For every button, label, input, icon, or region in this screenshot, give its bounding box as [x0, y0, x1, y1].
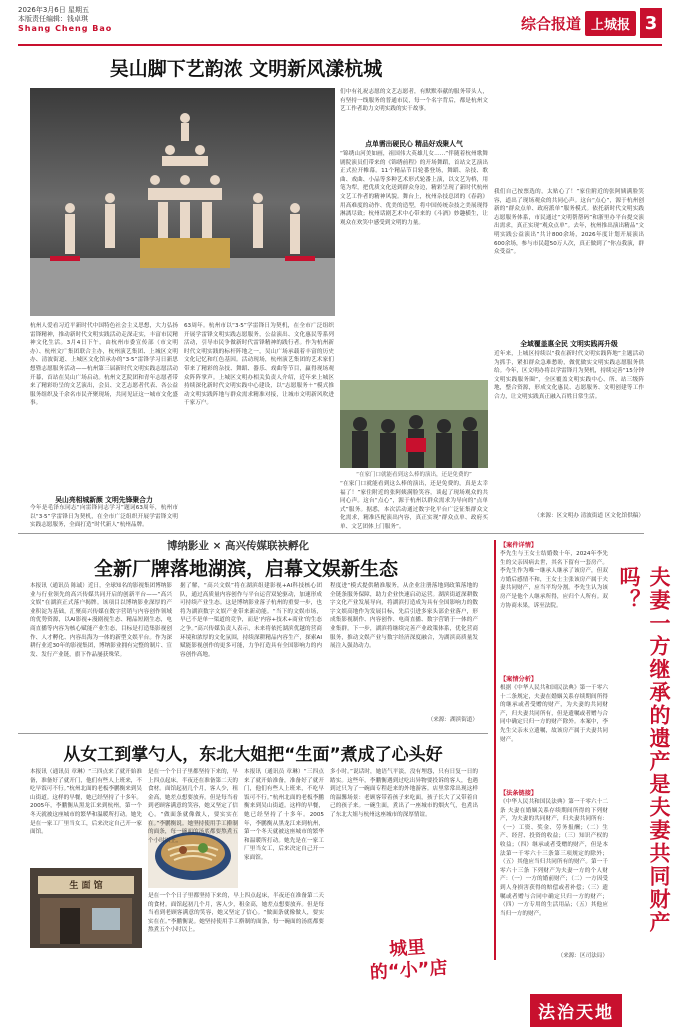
article2-col2: 据了解，“高兴文娱”将在湖滨组建影视+AI科技核心团队，通过高质量内容创作与平台运营双轮驱动，加速形成可持续产业生态。这是博纳影业落子杭州的重要一步，也将为湖滨数字文娱产业带来新动能。“当下的文娱市场，早已不是单一渠道的竞争，而是‘内容+技术+商业’的生态之争。”高兴传媒负责人表示，未来将依托湖滨优越的营商环境和浓厚的文化氛围，持续深耕精品内容生产，探索AI赋能影视创作的更多可能，力争打造具有全国影响力的内容创作高地。 [180, 583, 322, 658]
column-badge-text: 城里的“小”店 [369, 936, 449, 984]
article1-col1: 杭州人爱看习近平新时代中国特色社会主义思想，大力弘扬雷锋精神，推动新时代文明实践活动走深走实，丰富市民精神文化生活。3月4日下午，由杭州市委宣传部（市文明办）、杭州文广集团联合主办，杭州演艺集团、上城区文明办、清波街道、上城区文化馆承办的“3·5”雷锋学习日新思想暨志愿服务活动——杭州第三届新时代文明实践志愿活动开幕，首站在吴山广场启动。杭州文艺院团和青年志愿者带来了精彩纷呈的文艺演出，会员、文艺志愿者代表、各公益服务组织及千余名市民齐聚现场，共同见证这一城市文化盛事。 [30, 323, 178, 407]
article1-col4: 我们自己按票选的，太贴心了！”家住附近的张阿姨满脸笑容，道出了现场观众的共同心声。这台“点心”，源于杭州创新的“群众点单、政府派单”服务模式。依托新时代文明实践志愿服务体系，市民通过“文明帮帮码”和浙里办平台提交演出需求，真正实现“观众点单”。去年，杭州推出演出精品“文明实践公益演出”共计800余场，2026年度计划开展演出600余场，参与市民超50万人次，真正做到了“你点我演，群众受益”。 [494, 189, 644, 256]
article1-subhead1: 吴山亮相城新颜 文明先锋聚合力 [55, 496, 153, 504]
legal-analysis-text: 根据《中华人民共和国民法典》第一千零六十二条规定，夫妻在婚姻关系存续期间所得的继承或者受赠的财产，为夫妻的共同财产，归夫妻共同所有，但是遗嘱或者赠与合同中确定只归一方的财产除外。本案中，李先生父亲未立遗嘱，故该房产属于夫妻共同财产。 [500, 685, 608, 743]
article1-col3c: “在家门口就能看到这么棒的演出，还是免费的，真是太幸福了！”家住附近的张阿姨满脸笑容，谈起了现场观众的共同心声。这台“点心”，源于杭州以群众需求为导向的“点单式”服务。据悉，本次活动通过数字化平台广泛征集群众文化需求，精准匹配演出内容，真正实现“群众点单、政府买单、文艺团体上门服务”。 [340, 481, 488, 530]
article3-col2b: 本报讯（通讯员 章琳）“三四点来了就开始准备，准备好了就开门，他们有些人上班来，不吃早饭可不行。”杭州北面的老板李鹏衡来到吴山街道。这样的早餐，她已经坚持了十多年。2005年，李鹏衡从黑龙江来到杭州，第一个冬天就被这座城市的繁华和温暖所打动。她先是在一家工厂里当女工，后来决定自己开一家面馆。 [244, 769, 324, 861]
legal-case-text: 李先生与王女士结婚数十年，2024年李先生的父亲因病去世，其名下留有一套房产。李先生作为唯一继承人继承了该房产，但双方婚后感情不和，王女士主张该房产属于夫妻共同财产，应当平均分割。李先生认为该房产是他个人继承所得，应归个人所有。双方协商未果，诉至法院。 [500, 551, 608, 609]
page-number: 3 [640, 8, 662, 38]
legal-section-band: 法治天地 [530, 994, 622, 1027]
legal-tag-case: 【案件详情】 [500, 542, 538, 549]
paper-logo: 上城报 [585, 11, 636, 36]
article3-col2-top: 是在一个个日子里都坚持下来的，早上四点起床，半夜还在准备第二天的食材。面馆起初几个月，客人少，租金高，她差点想要放弃。但是每当看到老顾客满意的笑容，她又坚定了信心。“做面条就像做人，要实实在在。”李鹏衡说。她坚持使用手工擀制的面条，每一碗面的汤底都要熬煮五个小时以上。 [148, 769, 238, 844]
article1-col2: 63周年。杭州市以“3·5”学雷锋日为契机，在全市广泛组织开展学雷锋文明实践志愿服务，公益演出、文化惠民等系列活动，引导市民争做新时代雷锋精神的践行者。作为杭州新时代文明实践的标杆阵地之一，吴山广场承载着丰富的历史文化记忆和红色基因。活动现场，杭州演艺集团的艺术家们带来了精彩的杂技、舞蹈、器乐、戏曲等节目，赢得现场观众阵阵掌声。上城区文明办相关负责人介绍，近年来上城区持续深化新时代文明实践中心建设，以“志愿服务＋”模式推动文明实践阵地与群众需求精准对接，让城市文明新风吹进千家万户。 [184, 323, 334, 407]
article1-col3: 们中有礼祝志愿的文艺志愿者，有默默奉献的服务带头人，有坚持一线服务的普通市民，每一个名字背后，都是杭州文艺工作者助力文明实践的实干故事。 [340, 89, 488, 113]
shop-sign: 生 面 馆 [69, 881, 103, 891]
article2-kicker: 博纳影业 × 高兴传媒联袂孵化 [166, 540, 310, 552]
audience-photo-caption: “在家门口就能看到这么棒的演出，还是免费的” [356, 472, 472, 478]
editor-line: 本版责任编辑：钱卓琪 [18, 15, 88, 23]
header-rule [18, 44, 662, 46]
article3-col1: 本报讯（通讯员 章琳）“三四点来了就开始准备，准备好了就开门，他们有些人上班来，不吃早饭可不行。”杭州北面的老板李鹏衡来到吴山街道。这样的早餐，她已经坚持了十多年。2005年，李鹏衡从黑龙江来到杭州，第一个冬天就被这座城市的繁华和温暖所打动。她先是在一家工厂里当女工，后来决定自己开一家面馆。 [30, 769, 142, 836]
legal-column-bar [494, 540, 496, 960]
stage-photo [30, 88, 335, 316]
article1-col4b: 近年来，上城区持续以“我在新时代文明实践阵地”主题活动为抓手，紧扣群众急难愁盼，做优做实文明实践志愿服务供给。今年，区文明办将以学雷锋月为契机，持续完善“15分钟文明实践服务圈”，全区覆盖文明实践中心、所、站三级阵地，整合资源，形成文化惠民、志愿服务、文明创建等工作合力，让文明实践真正融入百姓日常生活。 [494, 351, 644, 400]
audience-photo [340, 380, 488, 468]
section-divider-1 [18, 533, 644, 534]
legal-tag-law: 【法条链接】 [500, 790, 538, 797]
noodle-shop-photo [30, 868, 142, 948]
section-title: 综合报道 [520, 14, 581, 33]
masthead-left [18, 6, 112, 33]
article1-title: 吴山脚下艺韵浓 文明新风漾杭城 [109, 58, 383, 80]
article1-subhead3: 全域覆盖惠全民 文明实践再升级 [520, 340, 618, 348]
article3-title: 从女工到掌勺人，东北大姐把“生面”煮成了心头好 [63, 745, 443, 765]
brand-name: Shang Cheng Bao [18, 24, 113, 33]
column-badge [360, 938, 456, 998]
article1-col1b: 今年是毛泽东同志“向雷锋同志学习”题词63周年，杭州市以“3·5”学雷锋日为契机，在全市广泛组织开展学雷锋文明实践志愿服务，全面打造“时代新人”杭州品牌。 [30, 505, 178, 529]
legal-law-text: 《中华人民共和国民法典》第一千零六十二条 夫妻在婚姻关系存续期间所得的下列财产，为夫妻的共同财产，归夫妻共同所有：（一）工资、奖金、劳务报酬；（二）生产、经营、投资的收益；（三）知识产权的收益；（四）继承或者受赠的财产，但是本法第一千零六十三条第三项规定的除外；（五）其他应当归共同所有的财产。第一千零六十三条 下列财产为夫妻一方的个人财产：（一）一方的婚前财产；（二）一方因受到人身损害获得的赔偿或者补偿；（三）遗嘱或者赠与合同中确定只归一方的财产；（四）一方专用的生活用品；（五）其他应当归一方的财产。 [500, 799, 608, 917]
article2-col1: 本报讯（通讯员 陈诚）近日，全球知名的影视集团博纳影业与行业领先的高兴传媒共同开启的创新平台——“高兴文娱”在湖滨正式落户揭牌。该项目以博纳影业深厚的产业积淀为基础，汇聚高兴传媒在数字营销与内容创作领域的优势资源，以AI影视+漫剧视生态、精品短剧生态，电商直播等内容为核心赋能产业生态，目标是打造集影视创作、人才孵化、内容出海为一体的新型文娱平台。作为深耕行业近30年的影视集团，博纳影业拥有完整的制片、宣发、发行产业链，旗下作品屡获殊荣。 [30, 583, 172, 658]
article1-source: （来源：区文明办 清波街道 区文化馆供稿） [534, 513, 644, 519]
article1-subhead2: 点单需出硬民心 精品好戏聚人气 [365, 140, 463, 148]
article2-title: 全新厂牌落地湖滨，启幕文娱新生态 [93, 558, 398, 580]
article1-col3b: “锦绣山河美如画，祖国伟大英雄儿女……”伴随着杭州歌舞剧院演员们带来的《锦绣前程》的开场舞蹈，首站文艺演出正式拉开帷幕。11个精品节目轮番登场，舞蹈、杂技、歌曲、戏曲、小品等多种艺术形式轮番上演，以文艺为桥，用笔为犁，把优质文化送到群众身边，精彩呈现了新时代杭州文艺工作者的精神风貌。舞台上，杭州杂技总团的《春韵》用高难度的动作、优美的造型，将中国传统杂技之美展现得淋漓尽致；杭州话剧艺术中心带来的《斗酒》妙趣横生，让观众在欢笑中感受到文明的力量。 [340, 151, 488, 226]
legal-vertical-title: 夫妻一方继承的遗产是夫妻共同财产吗？ [617, 566, 671, 934]
article2-col3: 程度进“模式提供精准服务，从企业注册落地到政策落地的全链条服务保障，助力企业快速启动运营。湖滨街道深耕数字文化产业发展导向，将湖滨打造成为具有全国影响力的数字文娱高地作为发展目标，先后引进多家头部企业落户，形成集影视制作、内容创作、电商直播、数字营销于一体的产业集群。下一步，湖滨将继续完善产业政策体系，优化营商服务，推动文娱产业与数字经济深度融合，为湖滨高质量发展注入强劲动力。 [330, 583, 478, 650]
audience-image [340, 380, 488, 468]
masthead-right [521, 6, 662, 40]
issue-date: 2026年3月6日 星期五 [18, 6, 89, 14]
legal-tag-analysis: 【案情分析】 [500, 676, 538, 683]
article2-source: （来源：湖滨街道） [427, 717, 478, 723]
article3-col3: 多小时。”说话时，她语气平淡，没有埋怨，只有日复一日的踏实。这些年，李鹏衡遇到过吃出异物要投诉的客人，也遇到过只为了一碗面专程赶来的外地游客。店里常常出现这样的温馨场景：老顾客带着孩子来吃面，孩子长大了又带着自己的孩子来。一碗生面，煮出了一座城市的烟火气，也煮出了东北大姐与杭州这座城市的深厚情谊。 [330, 769, 478, 818]
acrobat-performance-image [30, 88, 335, 316]
section-divider-2 [18, 733, 488, 734]
legal-source: （来源：区司法局） [557, 953, 608, 959]
article3-col2: 是在一个个日子里都坚持下来的，早上四点起床，半夜还在准备第二天的食材。面馆起初几个月，客人少，租金高，她差点想要放弃。但是每当看到老顾客满意的笑容，她又坚定了信心。“做面条就像做人，要实实在在。”李鹏衡说。她坚持使用手工擀制的面条，每一碗面的汤底都要熬煮五个小时以上。 [148, 893, 324, 934]
